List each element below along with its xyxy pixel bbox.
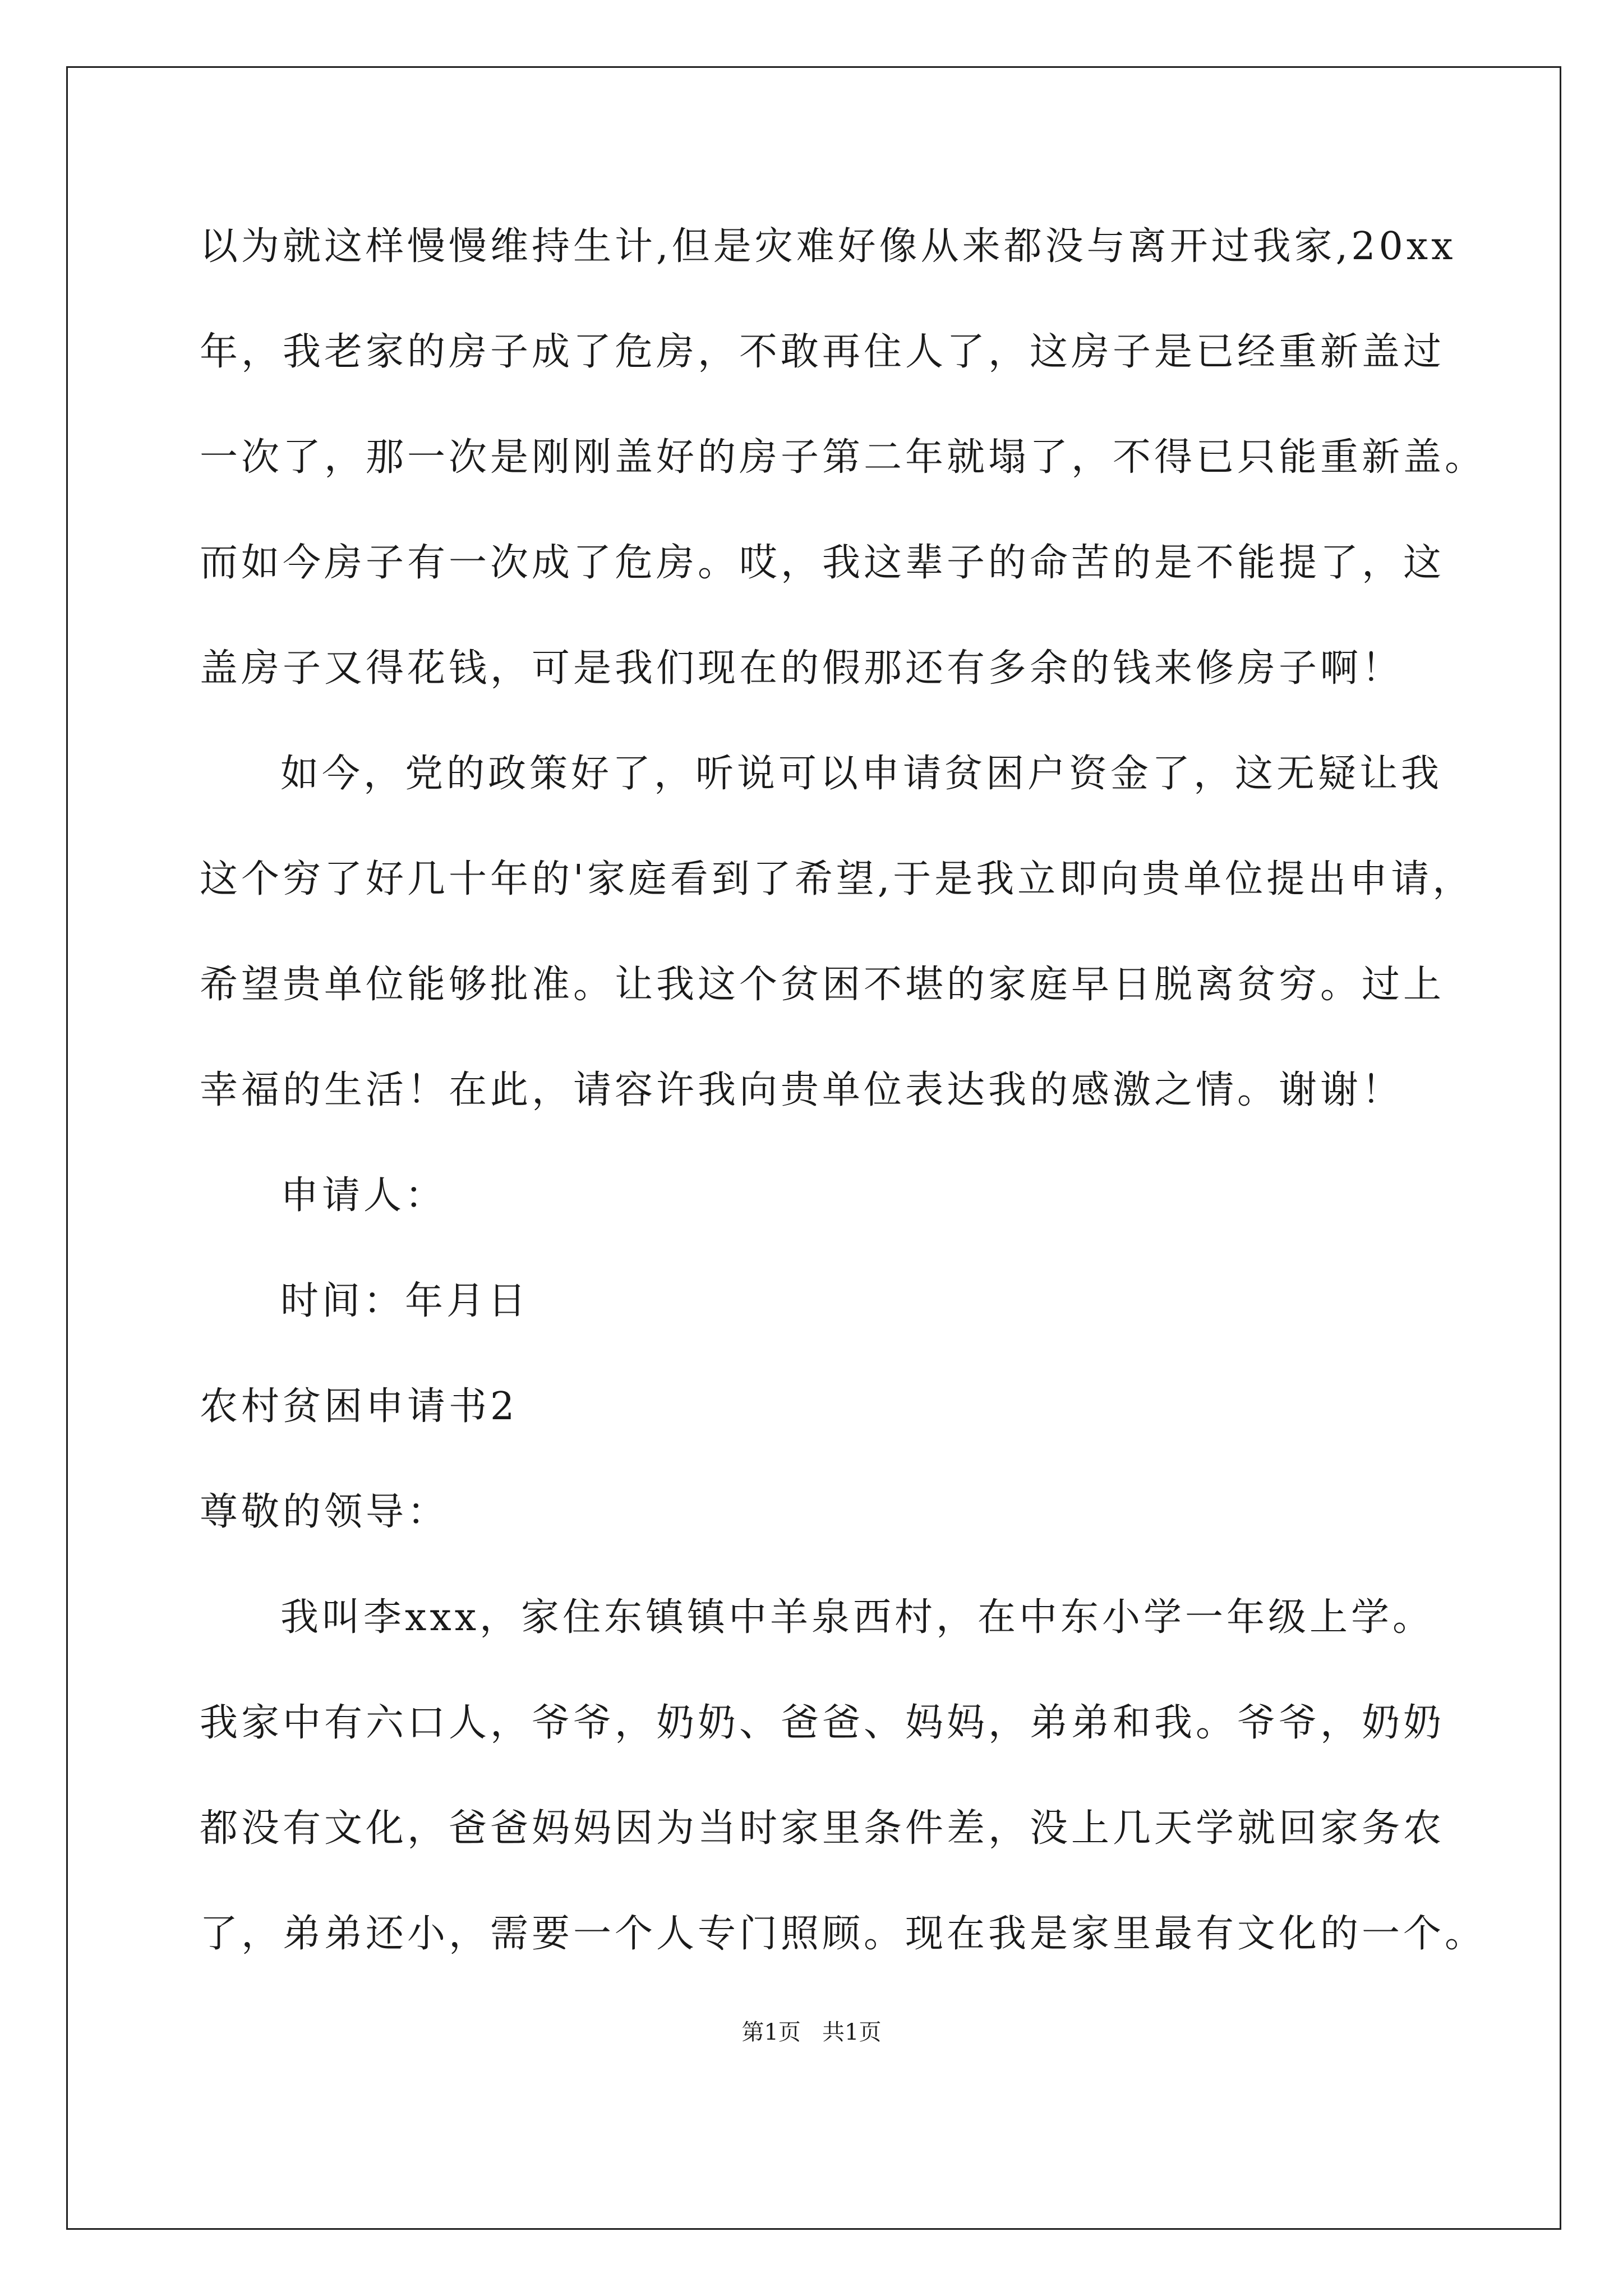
body-line-3: 一次了，那一次是刚刚盖好的房子第二年就塌了，不得已只能重新盖。 [200, 435, 1487, 480]
body-line-5: 盖房子又得花钱，可是我们现在的假那还有多余的钱来修房子啊！ [200, 646, 1404, 691]
body-line-7: 这个穷了好几十年的'家庭看到了希望,于是我立即向贵单位提出申请， [200, 857, 1474, 901]
applicant-label: 申请人： [280, 1174, 447, 1218]
section-title: 农村贫困申请书2 [200, 1384, 518, 1429]
body-line-17: 了，弟弟还小，需要一个人专门照顾。现在我是家里最有文化的一个。 [200, 1912, 1487, 1956]
body-line-6: 如今，党的政策好了，听说可以申请贫困户资金了，这无疑让我 [280, 752, 1443, 796]
salutation: 尊敬的领导： [200, 1490, 449, 1534]
body-line-14: 我叫李xxx，家住东镇镇中羊泉西村，在中东小学一年级上学。 [280, 1595, 1435, 1640]
body-line-15: 我家中有六口人，爷爷，奶奶、爸爸、妈妈，弟弟和我。爷爷，奶奶 [200, 1701, 1445, 1745]
date-label: 时间：年月日 [280, 1279, 530, 1323]
body-line-4: 而如今房子有一次成了危房。哎，我这辈子的命苦的是不能提了，这 [200, 541, 1445, 585]
body-line-8: 希望贵单位能够批准。让我这个贫困不堪的家庭早日脱离贫穷。过上 [200, 963, 1445, 1007]
body-line-2: 年，我老家的房子成了危房，不敢再住人了，这房子是已经重新盖过 [200, 330, 1445, 374]
page-number-footer: 第1页 共1页 [741, 2019, 882, 2045]
body-line-9: 幸福的生活！在此，请容许我向贵单位表达我的感激之情。谢谢！ [200, 1068, 1404, 1112]
body-line-1: 以为就这样慢慢维持生计,但是灾难好像从来都没与离开过我家,20xx [200, 224, 1456, 269]
page-border [66, 66, 1561, 2230]
body-line-16: 都没有文化，爸爸妈妈因为当时家里条件差，没上几天学就回家务农 [200, 1806, 1445, 1851]
